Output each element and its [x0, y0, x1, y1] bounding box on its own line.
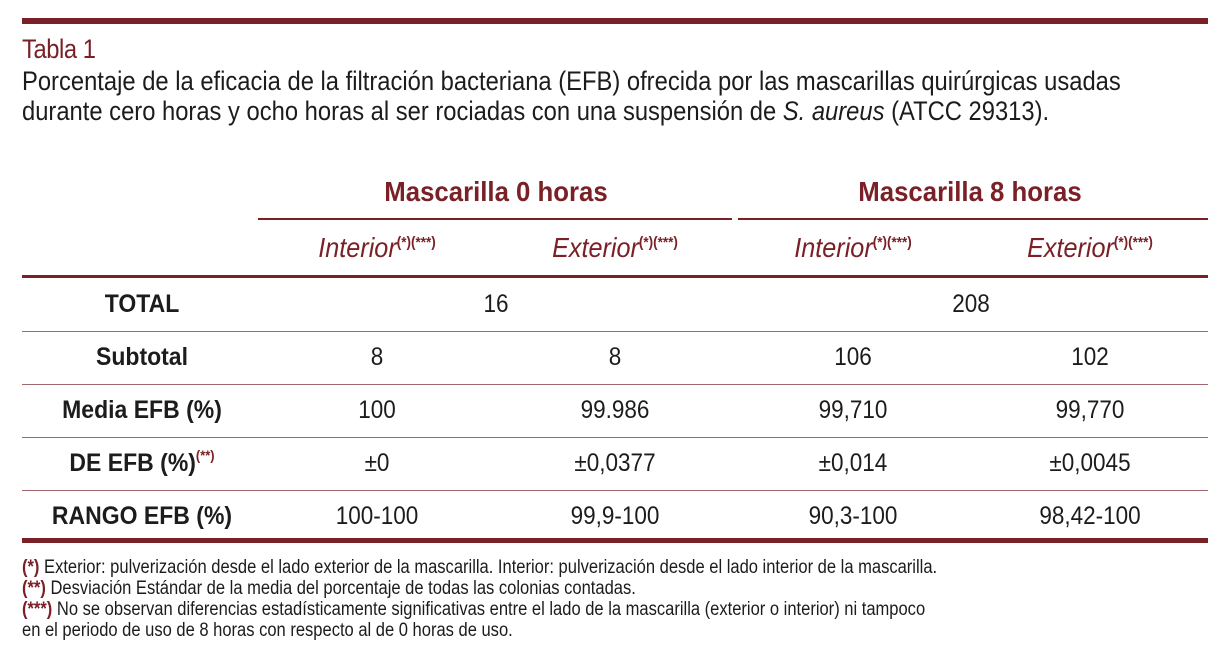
- row-label-subtotal: Subtotal: [96, 343, 188, 371]
- group-rule-0h: [258, 218, 732, 220]
- table-cell: 100: [358, 396, 396, 424]
- table-cell: 8: [370, 343, 384, 371]
- table-label: Tabla 1: [22, 34, 96, 64]
- caption-text-before: Porcentaje de la eficacia de la filtración bacteriana (EFB) ofrecida por las mascarillas quirúrgicas usadas durante cero horas y ocho horas al ser rociadas con una suspensión de: [22, 66, 1121, 126]
- row-rule: [22, 490, 1208, 491]
- caption-species: S. aureus: [782, 96, 885, 126]
- total-0h-value: 16: [483, 290, 509, 318]
- table-cell: 98,42-100: [1039, 502, 1141, 530]
- table-cell: 102: [1071, 343, 1109, 371]
- column-header-interior-8h: Interior(*)(***): [794, 232, 912, 263]
- row-rule: [22, 437, 1208, 438]
- row-label-media: Media EFB (%): [62, 396, 222, 424]
- group-header-0h: Mascarilla 0 horas: [384, 176, 608, 207]
- total-8h-value: 208: [952, 290, 990, 318]
- table-cell: ±0,0377: [574, 449, 656, 477]
- row-label-de: DE EFB (%)(**): [69, 447, 215, 477]
- group-rule-8h: [738, 218, 1208, 220]
- table-cell: 99,710: [818, 396, 888, 424]
- group-header-8h: Mascarilla 8 horas: [858, 176, 1082, 207]
- column-header-exterior-0h: Exterior(*)(***): [552, 232, 678, 263]
- table-cell: 99,770: [1055, 396, 1125, 424]
- table-cell: ±0: [364, 449, 390, 477]
- table-cell: 90,3-100: [808, 502, 898, 530]
- table-cell: 99.986: [580, 396, 650, 424]
- table-caption: [22, 66, 1184, 126]
- footnote: en el periodo de uso de 8 horas con respecto al de 0 horas de uso.: [22, 620, 513, 641]
- row-label-total: TOTAL: [104, 290, 180, 318]
- top-rule: [22, 18, 1208, 24]
- caption-text-after: (ATCC 29313).: [884, 96, 1050, 126]
- table-cell: ±0,0045: [1049, 449, 1131, 477]
- row-label-rango: RANGO EFB (%): [51, 502, 233, 530]
- table-cell: 8: [608, 343, 622, 371]
- footnote: (*) Exterior: pulverización desde el lado exterior de la mascarilla. Interior: pulverización desde el lado interior de la mascarilla.: [22, 557, 938, 578]
- table-cell: 100-100: [335, 502, 419, 530]
- bottom-rule: [22, 538, 1208, 543]
- column-header-exterior-8h: Exterior(*)(***): [1027, 232, 1153, 263]
- table-cell: ±0,014: [818, 449, 888, 477]
- footnote: (**) Desviación Estándar de la media del porcentaje de todas las colonias contadas.: [22, 578, 636, 599]
- column-header-interior-0h: Interior(*)(***): [318, 232, 436, 263]
- row-rule: [22, 331, 1208, 332]
- footnote: (***) No se observan diferencias estadísticamente significativas entre el lado de la mascarilla (exterior o interior) ni tampoco: [22, 599, 926, 620]
- table-cell: 106: [834, 343, 872, 371]
- table-cell: 99,9-100: [570, 502, 660, 530]
- row-rule: [22, 384, 1208, 385]
- header-rule: [22, 275, 1208, 278]
